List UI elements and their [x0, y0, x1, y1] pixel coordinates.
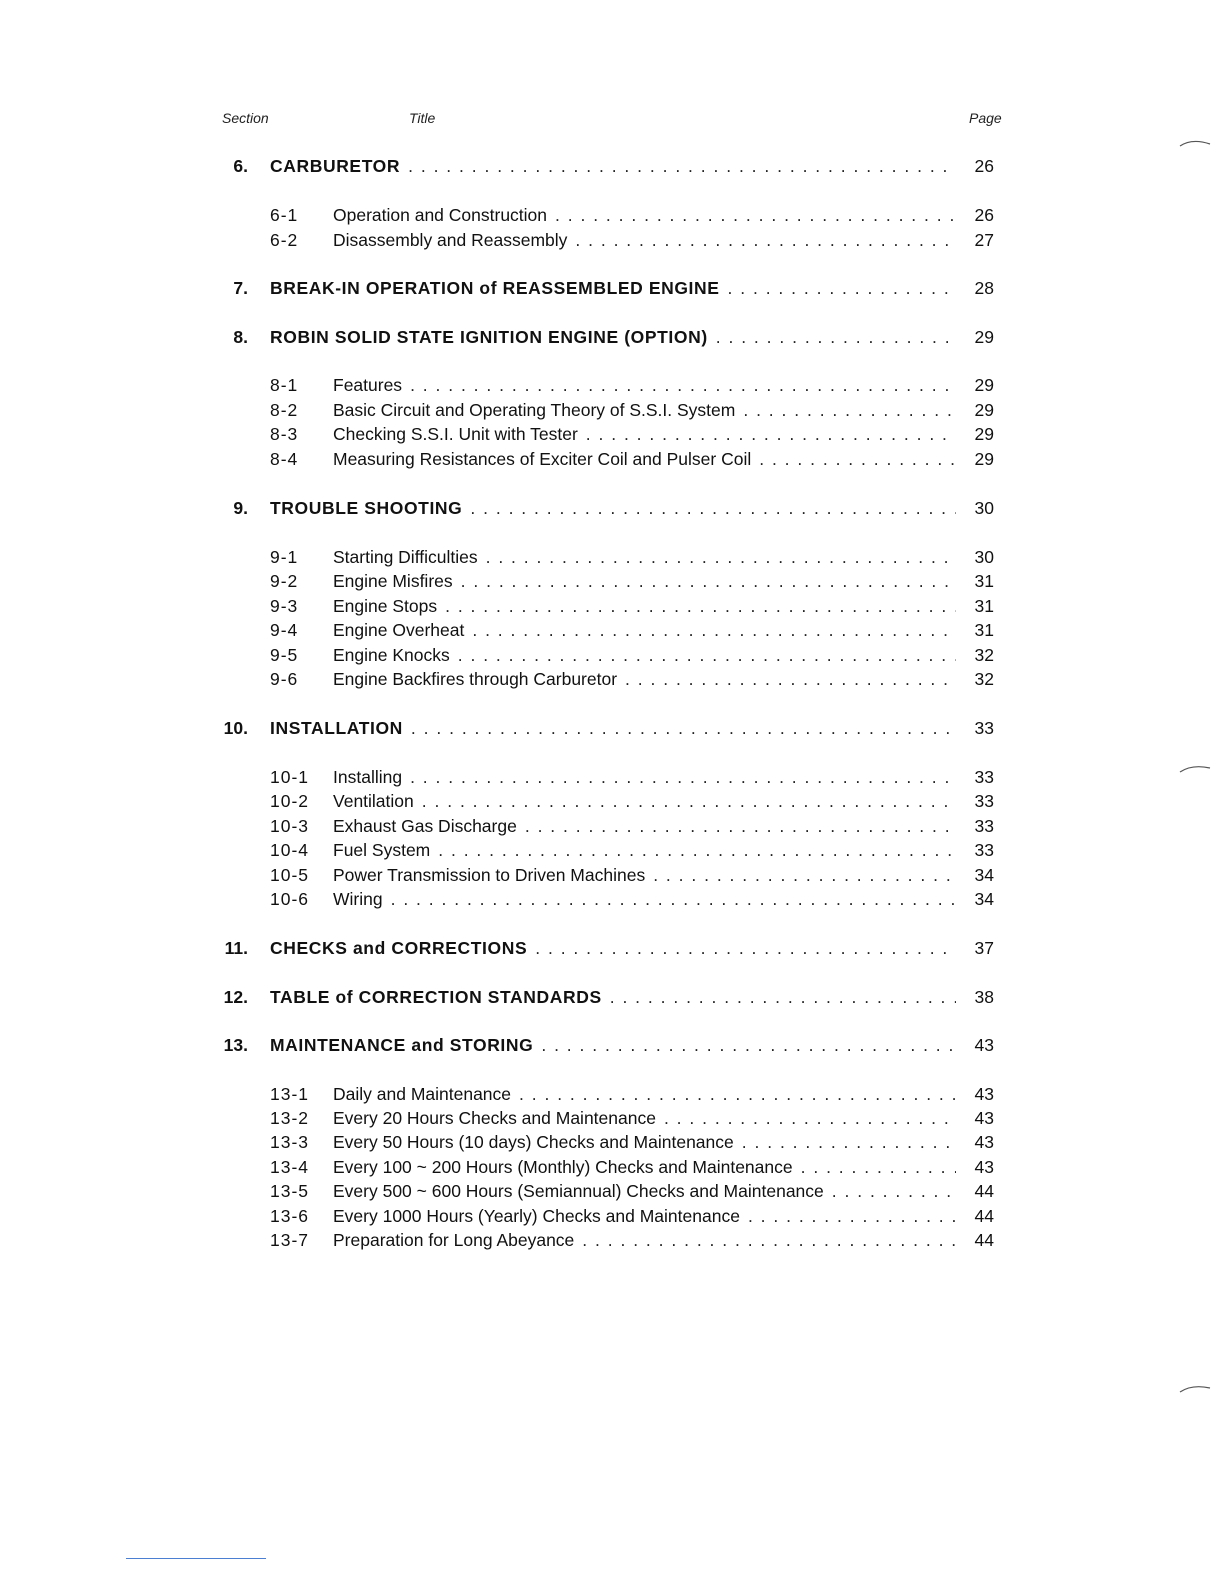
- entry-title: Every 1000 Hours (Yearly) Checks and Maintenance: [333, 1204, 748, 1228]
- entry-number: 13-1: [270, 1084, 310, 1104]
- entry-number: 6-2: [270, 230, 299, 250]
- toc-subsection-entry: [0, 1082, 1224, 1106]
- entry-title-leader: [333, 398, 956, 422]
- entry-title-leader: [270, 716, 956, 740]
- entry-title-leader: [333, 838, 956, 862]
- entry-page-number: 43: [974, 1157, 994, 1177]
- entry-title: Every 500 ~ 600 Hours (Semiannual) Checks and Maintenance: [333, 1179, 832, 1203]
- toc-subsection-entry: [0, 1228, 1224, 1252]
- dot-leader: [438, 838, 956, 862]
- entry-title-leader: [333, 373, 956, 397]
- toc-subsection-entry: [0, 1155, 1224, 1179]
- entry-title: Fuel System: [333, 838, 438, 862]
- entry-title: Daily and Maintenance: [333, 1082, 519, 1106]
- dot-leader: [391, 887, 956, 911]
- page-column-header: Page: [969, 110, 1002, 126]
- dot-leader: [742, 1130, 956, 1154]
- entry-title-leader: [270, 276, 956, 300]
- entry-title-leader: [333, 863, 956, 887]
- entry-page-number: 33: [974, 840, 994, 860]
- toc-subsection-entry: [0, 814, 1224, 838]
- entry-page-number: 31: [974, 620, 994, 640]
- entry-number: 10-2: [270, 791, 310, 811]
- toc-section-entry: [0, 716, 1224, 740]
- entry-number: 8-3: [270, 424, 299, 444]
- entry-title-leader: [333, 569, 956, 593]
- entry-page-number: 29: [974, 449, 994, 469]
- toc-subsection-entry: [0, 1179, 1224, 1203]
- entry-title-leader: [333, 447, 956, 471]
- toc-subsection-entry: [0, 667, 1224, 691]
- scan-mark-decoration: [1178, 134, 1214, 150]
- entry-number: 8.: [233, 327, 248, 347]
- entry-number: 9-2: [270, 571, 299, 591]
- entry-title-leader: [270, 1033, 956, 1057]
- dot-leader: [411, 716, 956, 740]
- entry-title: Every 20 Hours Checks and Maintenance: [333, 1106, 664, 1130]
- toc-section-entry: [0, 936, 1224, 960]
- toc-subsection-entry: [0, 203, 1224, 227]
- entry-title: Every 100 ~ 200 Hours (Monthly) Checks and Maintenance: [333, 1155, 801, 1179]
- entry-title: ROBIN SOLID STATE IGNITION ENGINE (OPTION): [270, 325, 716, 349]
- entry-title: Engine Stops: [333, 594, 445, 618]
- entry-page-number: 27: [974, 230, 994, 250]
- toc-subsection-entry: [0, 765, 1224, 789]
- entry-number: 13-7: [270, 1230, 310, 1250]
- entry-number: 9.: [233, 498, 248, 518]
- entry-title-leader: [333, 618, 956, 642]
- entry-page-number: 43: [974, 1084, 994, 1104]
- entry-number: 10-3: [270, 816, 310, 836]
- entry-number: 13.: [223, 1035, 248, 1055]
- toc-subsection-entry: [0, 618, 1224, 642]
- entry-number: 6-1: [270, 205, 299, 225]
- entry-number: 12.: [223, 987, 248, 1007]
- entry-number: 13-6: [270, 1206, 310, 1226]
- entry-number: 13-2: [270, 1108, 310, 1128]
- entry-number: 10-5: [270, 865, 310, 885]
- toc-section-entry: [0, 325, 1224, 349]
- entry-number: 10-4: [270, 840, 310, 860]
- entry-title: TABLE of CORRECTION STANDARDS: [270, 985, 610, 1009]
- entry-title-leader: [333, 1204, 956, 1228]
- scan-mark-decoration: [1178, 760, 1214, 776]
- dot-leader: [575, 228, 956, 252]
- toc-section-entry: [0, 154, 1224, 178]
- entry-title-leader: [333, 765, 956, 789]
- dot-leader: [422, 789, 956, 813]
- entry-number: 9-3: [270, 596, 299, 616]
- dot-leader: [664, 1106, 956, 1130]
- entry-title-leader: [333, 887, 956, 911]
- dot-leader: [582, 1228, 956, 1252]
- toc-section-entry: [0, 496, 1224, 520]
- entry-page-number: 43: [974, 1035, 994, 1055]
- toc-section-entry: [0, 276, 1224, 300]
- toc-subsection-entry: [0, 887, 1224, 911]
- entry-title-leader: [333, 1155, 956, 1179]
- dot-leader: [610, 985, 956, 1009]
- dot-leader: [410, 373, 956, 397]
- toc-subsection-entry: [0, 789, 1224, 813]
- entry-number: 10-1: [270, 767, 310, 787]
- toc-subsection-entry: [0, 643, 1224, 667]
- entry-number: 10-6: [270, 889, 310, 909]
- toc-subsection-entry: [0, 1204, 1224, 1228]
- entry-title: MAINTENANCE and STORING: [270, 1033, 541, 1057]
- entry-number: 13-5: [270, 1181, 310, 1201]
- toc-subsection-entry: [0, 228, 1224, 252]
- entry-page-number: 37: [974, 938, 994, 958]
- entry-title-leader: [333, 1106, 956, 1130]
- entry-title-leader: [333, 667, 956, 691]
- title-column-header: Title: [409, 110, 436, 126]
- entry-title: Engine Knocks: [333, 643, 458, 667]
- entry-title: Features: [333, 373, 410, 397]
- entry-page-number: 43: [974, 1108, 994, 1128]
- dot-leader: [625, 667, 956, 691]
- entry-title-leader: [270, 985, 956, 1009]
- entry-title-leader: [333, 643, 956, 667]
- entry-title-leader: [333, 203, 956, 227]
- entry-number: 9-1: [270, 547, 299, 567]
- entry-title-leader: [333, 814, 956, 838]
- dot-leader: [716, 325, 956, 349]
- toc-subsection-entry: [0, 1130, 1224, 1154]
- entry-title: BREAK-IN OPERATION of REASSEMBLED ENGINE: [270, 276, 728, 300]
- entry-number: 10.: [223, 718, 248, 738]
- dot-leader: [525, 814, 956, 838]
- entry-title: Ventilation: [333, 789, 422, 813]
- entry-number: 9-5: [270, 645, 299, 665]
- entry-title: INSTALLATION: [270, 716, 411, 740]
- entry-page-number: 31: [974, 596, 994, 616]
- entry-title: CHECKS and CORRECTIONS: [270, 936, 535, 960]
- toc-subsection-entry: [0, 863, 1224, 887]
- entry-page-number: 44: [974, 1206, 994, 1226]
- dot-leader: [410, 765, 956, 789]
- entry-number: 6.: [233, 156, 248, 176]
- footer-rule: [126, 1558, 266, 1559]
- entry-title: Engine Overheat: [333, 618, 472, 642]
- entry-title-leader: [270, 325, 956, 349]
- entry-page-number: 44: [974, 1230, 994, 1250]
- dot-leader: [748, 1204, 956, 1228]
- entry-page-number: 32: [974, 669, 994, 689]
- dot-leader: [445, 594, 956, 618]
- entry-page-number: 28: [974, 278, 994, 298]
- dot-leader: [759, 447, 956, 471]
- scan-mark-decoration: [1178, 1380, 1214, 1396]
- entry-title: Checking S.S.I. Unit with Tester: [333, 422, 586, 446]
- entry-page-number: 34: [974, 889, 994, 909]
- entry-number: 11.: [224, 938, 248, 958]
- entry-page-number: 30: [974, 547, 994, 567]
- entry-title: Every 50 Hours (10 days) Checks and Maintenance: [333, 1130, 742, 1154]
- toc-subsection-entry: [0, 373, 1224, 397]
- dot-leader: [470, 496, 956, 520]
- entry-title: Power Transmission to Driven Machines: [333, 863, 653, 887]
- entry-title: Operation and Construction: [333, 203, 555, 227]
- dot-leader: [555, 203, 956, 227]
- entry-title-leader: [270, 936, 956, 960]
- dot-leader: [586, 422, 956, 446]
- entry-page-number: 32: [974, 645, 994, 665]
- entry-number: 8-4: [270, 449, 299, 469]
- entry-page-number: 43: [974, 1132, 994, 1152]
- entry-title: Starting Difficulties: [333, 545, 486, 569]
- entry-page-number: 29: [974, 424, 994, 444]
- entry-page-number: 38: [974, 987, 994, 1007]
- entry-title-leader: [333, 1130, 956, 1154]
- entry-title-leader: [333, 228, 956, 252]
- dot-leader: [653, 863, 956, 887]
- toc-section-entry: [0, 985, 1224, 1009]
- entry-title: Engine Misfires: [333, 569, 461, 593]
- toc-subsection-entry: [0, 569, 1224, 593]
- dot-leader: [541, 1033, 956, 1057]
- entry-title-leader: [333, 1228, 956, 1252]
- dot-leader: [801, 1155, 956, 1179]
- entry-title: Exhaust Gas Discharge: [333, 814, 525, 838]
- entry-title-leader: [333, 422, 956, 446]
- toc-subsection-entry: [0, 398, 1224, 422]
- entry-page-number: 26: [974, 156, 994, 176]
- toc-subsection-entry: [0, 447, 1224, 471]
- entry-page-number: 33: [974, 791, 994, 811]
- dot-leader: [535, 936, 956, 960]
- dot-leader: [458, 643, 956, 667]
- entry-page-number: 34: [974, 865, 994, 885]
- toc-subsection-entry: [0, 594, 1224, 618]
- dot-leader: [832, 1179, 956, 1203]
- entry-page-number: 30: [974, 498, 994, 518]
- dot-leader: [408, 154, 956, 178]
- entry-page-number: 29: [974, 327, 994, 347]
- entry-number: 13-3: [270, 1132, 310, 1152]
- entry-title: Disassembly and Reassembly: [333, 228, 575, 252]
- entry-number: 8-2: [270, 400, 299, 420]
- entry-page-number: 29: [974, 375, 994, 395]
- toc-subsection-entry: [0, 545, 1224, 569]
- entry-page-number: 26: [974, 205, 994, 225]
- entry-title: Engine Backfires through Carburetor: [333, 667, 625, 691]
- entry-title-leader: [333, 1179, 956, 1203]
- toc-section-entry: [0, 1033, 1224, 1057]
- entry-title-leader: [333, 1082, 956, 1106]
- entry-page-number: 44: [974, 1181, 994, 1201]
- section-column-header: Section: [222, 110, 269, 126]
- entry-title-leader: [333, 545, 956, 569]
- entry-page-number: 31: [974, 571, 994, 591]
- entry-page-number: 29: [974, 400, 994, 420]
- entry-title: Installing: [333, 765, 410, 789]
- entry-page-number: 33: [974, 718, 994, 738]
- toc-subsection-entry: [0, 1106, 1224, 1130]
- entry-title: Preparation for Long Abeyance: [333, 1228, 582, 1252]
- entry-title-leader: [333, 594, 956, 618]
- entry-title-leader: [270, 154, 956, 178]
- entry-number: 7.: [233, 278, 248, 298]
- entry-number: 9-4: [270, 620, 299, 640]
- dot-leader: [486, 545, 956, 569]
- entry-title-leader: [270, 496, 956, 520]
- dot-leader: [461, 569, 956, 593]
- entry-number: 8-1: [270, 375, 299, 395]
- entry-title: TROUBLE SHOOTING: [270, 496, 470, 520]
- entry-title: CARBURETOR: [270, 154, 408, 178]
- entry-title: Wiring: [333, 887, 391, 911]
- entry-number: 13-4: [270, 1157, 310, 1177]
- entry-title: Measuring Resistances of Exciter Coil and Pulser Coil: [333, 447, 759, 471]
- entry-page-number: 33: [974, 816, 994, 836]
- entry-title: Basic Circuit and Operating Theory of S.S.I. System: [333, 398, 743, 422]
- toc-subsection-entry: [0, 838, 1224, 862]
- entry-number: 9-6: [270, 669, 299, 689]
- dot-leader: [728, 276, 956, 300]
- entry-page-number: 33: [974, 767, 994, 787]
- dot-leader: [743, 398, 956, 422]
- entry-title-leader: [333, 789, 956, 813]
- dot-leader: [519, 1082, 956, 1106]
- dot-leader: [472, 618, 956, 642]
- toc-subsection-entry: [0, 422, 1224, 446]
